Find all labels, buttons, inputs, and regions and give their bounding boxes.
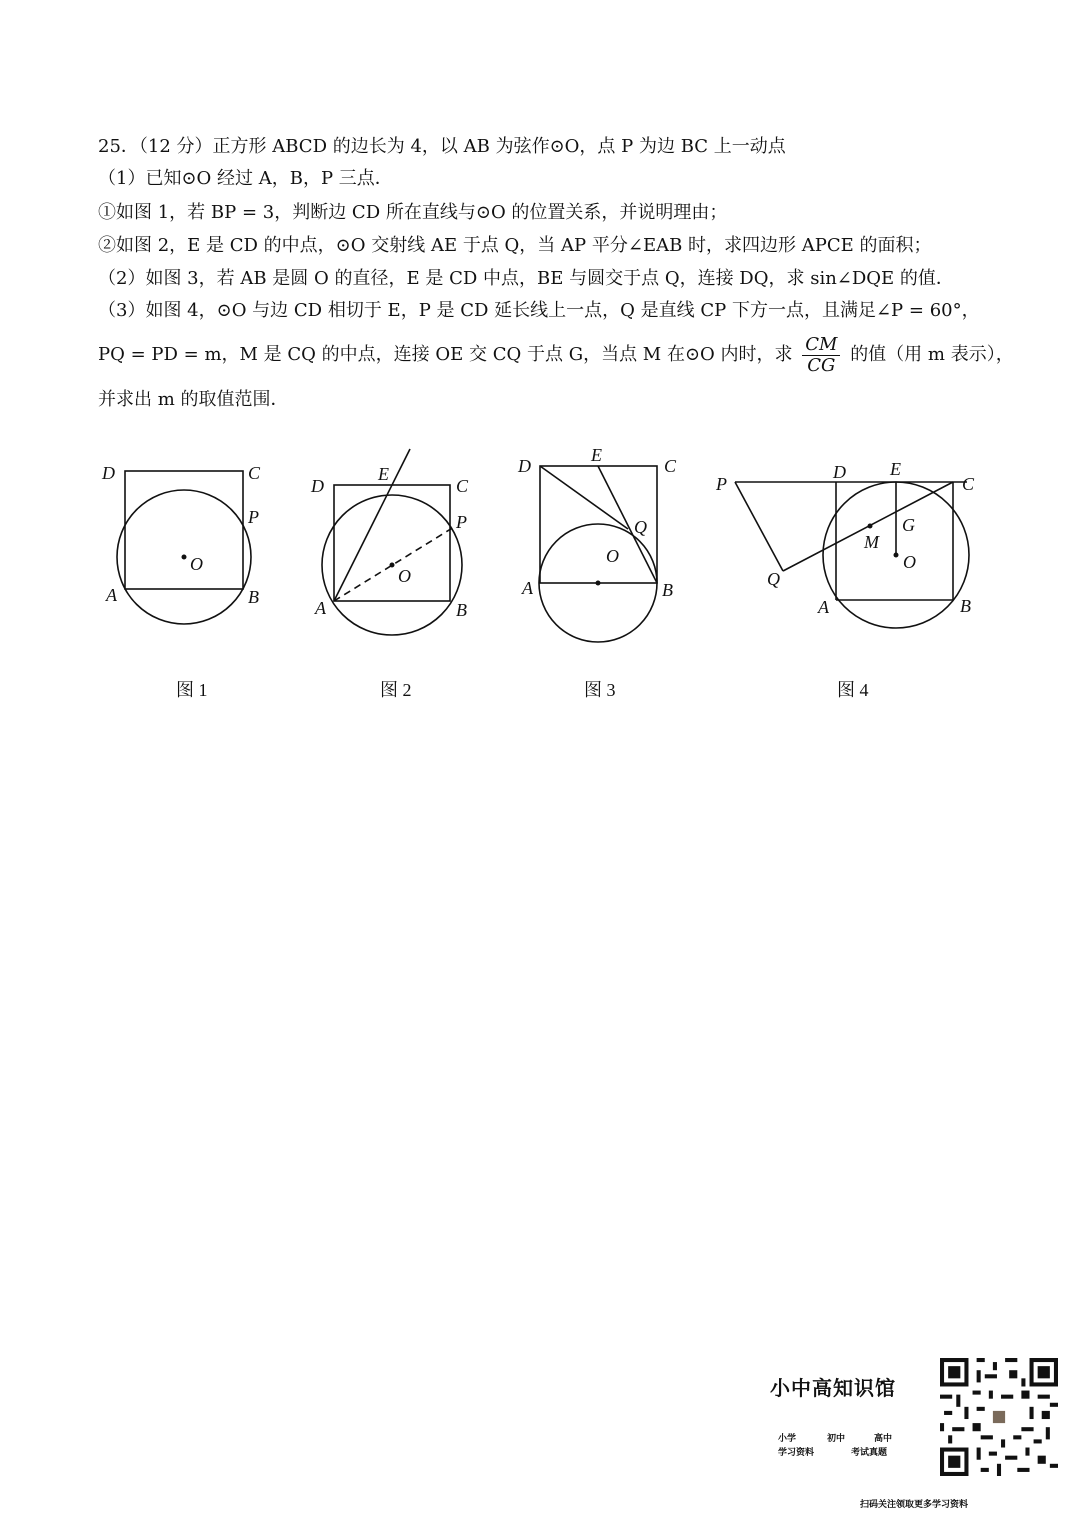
fig3-label: A xyxy=(522,578,533,598)
fig2-label: D xyxy=(311,476,324,496)
problem-line-7b: 的值（用 m 表示）， xyxy=(850,344,1014,365)
problem-line-8: 并求出 m 的取值范围． xyxy=(98,389,289,410)
fig1-square xyxy=(125,471,243,589)
fig3-label: O xyxy=(606,546,619,566)
fig3-center-dot xyxy=(596,581,601,586)
fig4-label: C xyxy=(962,474,975,494)
fig2-label: O xyxy=(398,566,411,586)
fig4-label: Q xyxy=(767,569,780,589)
fig2-label: C xyxy=(456,476,469,496)
fig3-label: Q xyxy=(634,517,647,537)
fig4-label: P xyxy=(716,474,727,494)
problem-line-1: 25．（12 分）正方形 ABCD 的边长为 4，以 AB 为弦作⊙O，点 P 为边 BC 上一动点 xyxy=(98,136,786,157)
brand-tag-primary: 小学 xyxy=(778,1434,797,1444)
fig2-center-dot xyxy=(390,563,395,568)
fig1-label: P xyxy=(248,507,259,527)
fig4-label: G xyxy=(902,515,915,535)
fraction-denominator: CG xyxy=(807,354,836,376)
figure-2-shape xyxy=(322,449,462,635)
fig1-label: D xyxy=(102,463,115,483)
fig1-label: O xyxy=(190,554,203,574)
fig3-line-dq xyxy=(540,466,628,529)
brand-tag-exams: 考试真题 xyxy=(851,1448,888,1458)
problem-line-2: （1）已知⊙O 经过 A，B，P 三点． xyxy=(98,168,393,189)
fig2-label: E xyxy=(378,464,389,484)
fig2-label: A xyxy=(315,598,326,618)
qr-code-icon[interactable] xyxy=(940,1358,1058,1476)
problem-line-5: （2）如图 3，若 AB 是圆 O 的直径，E 是 CD 中点，BE 与圆交于点 Q，连接 DQ，求 sin∠DQE 的值． xyxy=(98,268,954,289)
fig4-label: E xyxy=(890,459,901,479)
fig1-label: B xyxy=(248,587,259,607)
fig4-midpoint-dot xyxy=(868,524,873,529)
fraction-numerator: CM xyxy=(802,335,840,356)
figure-1-shape xyxy=(117,471,251,624)
fig4-label: A xyxy=(818,597,829,617)
fig2-label: B xyxy=(456,600,467,620)
problem-line-4: ②如图 2，E 是 CD 的中点，⊙O 交射线 AE 于点 Q，当 AP 平分∠EAB 时，求四边形 APCE 的面积； xyxy=(98,235,932,256)
scan-prompt: 扫码关注领取更多学习资料 xyxy=(860,1500,969,1510)
fig3-label: E xyxy=(591,445,602,465)
fig4-label: O xyxy=(903,552,916,572)
figure-3-shape xyxy=(539,466,657,642)
fig4-label: D xyxy=(833,462,846,482)
brand-title: 小中高知识馆 xyxy=(770,1376,896,1400)
fig1-label: C xyxy=(248,463,261,483)
figure-4-shape xyxy=(735,482,969,628)
figure-4-caption: 图 4 xyxy=(837,680,869,700)
figure-2-caption: 图 2 xyxy=(380,680,412,700)
fig1-center-dot xyxy=(182,555,187,560)
fig4-center-dot xyxy=(894,553,899,558)
fig4-label: B xyxy=(960,596,971,616)
brand-tag-middle: 初中 xyxy=(827,1434,846,1444)
fig1-label: A xyxy=(106,585,117,605)
fig2-square xyxy=(334,485,450,601)
problem-line-6: （3）如图 4，⊙O 与边 CD 相切于 E，P 是 CD 延长线上一点，Q 是直线 CP 下方一点，且满足∠P = 60°， xyxy=(98,300,980,321)
brand-tag-materials: 学习资料 xyxy=(778,1448,815,1458)
geometry-figures xyxy=(0,0,1080,720)
fig4-label: M xyxy=(864,532,879,552)
problem-line-7a: PQ = PD = m，M 是 CQ 的中点，连接 OE 交 CQ 于点 G，当点 M 在⊙O 内时，求 xyxy=(98,344,793,365)
fig4-line-pq xyxy=(735,482,783,571)
brand-tag-high: 高中 xyxy=(874,1434,893,1444)
fig3-label: D xyxy=(518,456,531,476)
fig3-label: C xyxy=(664,456,677,476)
fig2-label: P xyxy=(456,512,467,532)
figure-3-caption: 图 3 xyxy=(584,680,616,700)
problem-line-3: ①如图 1，若 BP = 3，判断边 CD 所在直线与⊙O 的位置关系，并说明理由； xyxy=(98,202,728,223)
fig3-label: B xyxy=(662,580,673,600)
figure-1-caption: 图 1 xyxy=(176,680,208,700)
